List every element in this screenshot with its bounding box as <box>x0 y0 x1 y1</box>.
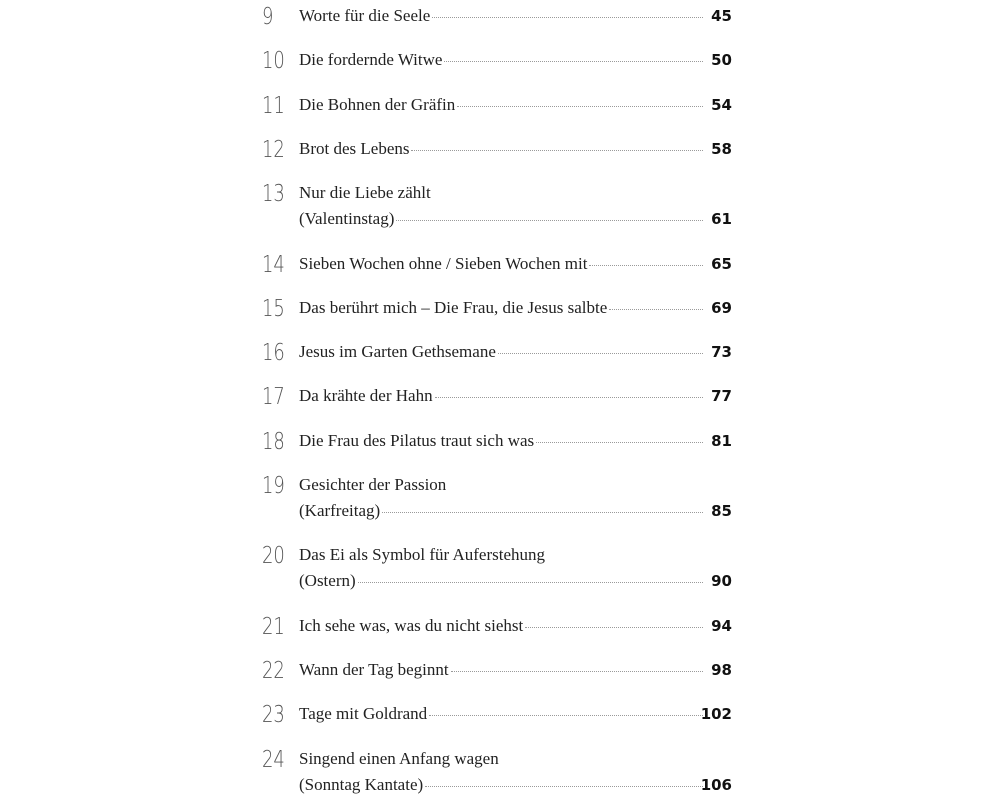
page-number: 102 <box>700 705 732 724</box>
chapter-number: 19 <box>262 473 285 499</box>
dot-leader <box>382 511 703 513</box>
page-number: 81 <box>711 431 732 450</box>
chapter-title-line <box>299 430 703 452</box>
chapter-number: 13 <box>262 181 285 208</box>
chapter-title-line <box>299 208 703 230</box>
chapter-title-text: Jesus im Garten Gethsemane <box>299 342 496 362</box>
dot-leader <box>425 785 703 787</box>
dot-leader <box>396 219 703 221</box>
chapter-title-text: Das berührt mich – Die Frau, die Jesus salbte <box>299 297 608 317</box>
chapter-title-line <box>299 94 703 116</box>
chapter-title-line <box>299 474 703 496</box>
page-number: 98 <box>711 660 732 679</box>
page-number: 85 <box>711 502 732 520</box>
page-number: 45 <box>711 7 732 25</box>
chapter-title-line <box>299 774 703 796</box>
chapter-title-line <box>299 500 703 522</box>
dot-leader <box>435 396 703 398</box>
chapter-title-text: (Karfreitag) <box>299 501 381 520</box>
dot-leader <box>432 16 703 18</box>
page-number: 54 <box>711 95 732 114</box>
chapter-title-line <box>299 703 703 725</box>
dot-leader <box>457 105 703 107</box>
page-number: 77 <box>711 387 732 406</box>
chapter-title-text: Die Frau des Pilatus traut sich was <box>299 430 535 450</box>
chapter-title-line <box>299 659 703 681</box>
page-number: 73 <box>711 343 732 362</box>
chapter-number: 20 <box>262 543 285 570</box>
chapter-title-text: Gesichter der Passion <box>299 475 447 494</box>
chapter-number: 21 <box>262 613 285 640</box>
dot-leader <box>444 60 703 62</box>
page-number: 50 <box>711 51 732 70</box>
chapter-number: 18 <box>262 428 285 455</box>
chapter-title-line <box>299 341 703 363</box>
chapter-title-text: (Valentinstag) <box>299 209 395 229</box>
chapter-number: 15 <box>262 295 285 322</box>
chapter-number: 24 <box>262 746 285 773</box>
chapter-title-line <box>299 138 703 160</box>
page-number: 94 <box>711 616 732 635</box>
chapter-title-line <box>299 5 703 27</box>
chapter-title-text: Die fordernde Witwe <box>299 50 443 70</box>
chapter-title-text: Das Ei als Symbol für Auferstehung <box>299 545 545 565</box>
chapter-title-text: Sieben Wochen ohne / Sieben Wochen mit <box>299 253 588 273</box>
page-number: 90 <box>711 572 732 591</box>
chapter-title-line <box>299 49 703 71</box>
dot-leader <box>411 149 703 151</box>
chapter-number: 17 <box>262 384 285 411</box>
chapter-title-text: Worte für die Seele <box>299 6 431 25</box>
chapter-number: 11 <box>262 92 285 119</box>
page-number: 58 <box>711 139 732 158</box>
chapter-title-line <box>299 544 703 566</box>
chapter-number: 10 <box>262 48 285 75</box>
chapter-number: 9 <box>262 4 274 30</box>
dot-leader <box>358 581 703 583</box>
chapter-title-text: Singend einen Anfang wagen <box>299 748 499 768</box>
chapter-title-line <box>299 253 703 275</box>
chapter-title-text: Nur die Liebe zählt <box>299 183 431 203</box>
chapter-number: 22 <box>262 657 285 684</box>
chapter-title-line <box>299 748 703 770</box>
chapter-title-text: Da krähte der Hahn <box>299 386 433 406</box>
chapter-title-text: Brot des Lebens <box>299 138 410 158</box>
chapter-title-line <box>299 385 703 407</box>
page-number: 61 <box>711 210 732 229</box>
chapter-title-text: Ich sehe was, was du nicht siehst <box>299 615 524 635</box>
page-number: 65 <box>711 254 732 273</box>
page-number: 69 <box>711 298 732 317</box>
chapter-number: 12 <box>262 136 285 163</box>
dot-leader <box>451 670 703 672</box>
chapter-title-text: (Ostern) <box>299 571 356 591</box>
dot-leader <box>429 714 703 716</box>
chapter-title-text: Tage mit Goldrand <box>299 704 428 724</box>
chapter-title-text: Wann der Tag beginnt <box>299 659 449 679</box>
chapter-title-line <box>299 297 703 319</box>
chapter-title-line <box>299 570 703 592</box>
chapter-number: 16 <box>262 340 285 367</box>
chapter-title-text: Die Bohnen der Gräfin <box>299 94 456 114</box>
chapter-title-line <box>299 182 703 204</box>
chapter-title-line <box>299 615 703 637</box>
chapter-title-text: (Sonntag Kantate) <box>299 774 424 794</box>
page-number: 106 <box>700 775 732 794</box>
chapter-number: 23 <box>262 702 285 729</box>
chapter-number: 14 <box>262 251 285 278</box>
